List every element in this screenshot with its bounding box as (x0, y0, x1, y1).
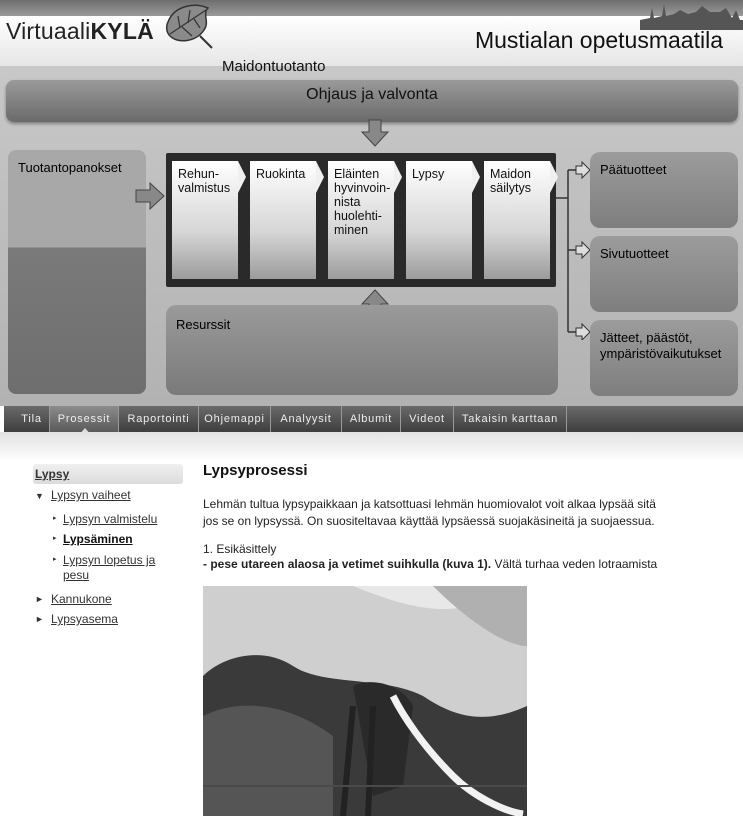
site-title: Mustialan opetusmaatila (474, 27, 723, 53)
output-waste-emissions[interactable]: Jätteet, päästöt, ympäristövaikutukset (590, 320, 738, 396)
nav-analyysit[interactable]: Analyysit (271, 406, 342, 432)
sidebar-item-lypsyn-valmistelu[interactable]: Lypsyn valmistelu (63, 512, 158, 526)
milking-photo (203, 586, 527, 816)
inputs-panel[interactable] (8, 150, 146, 394)
top-strip (0, 0, 743, 16)
output-by-products[interactable]: Sivutuotteet (590, 236, 738, 312)
step-lypsy[interactable]: Lypsy (406, 161, 472, 279)
control-panel[interactable] (6, 80, 738, 122)
nav-prosessit[interactable]: Prosessit (50, 406, 119, 432)
nav-raportointi[interactable]: Raportointi (119, 406, 199, 432)
nav-ohjemappi[interactable]: Ohjemappi (199, 406, 271, 432)
sidebar-heading[interactable]: Lypsy (33, 464, 183, 484)
sidebar-item-lypsyn-vaiheet[interactable]: Lypsyn vaiheet (51, 488, 131, 502)
nav-shadow (0, 432, 743, 462)
diagram-title: Maidontuotanto (222, 58, 326, 75)
page-title: Lypsyprosessi (203, 462, 308, 479)
step-heading: 1. Esikäsittely (203, 542, 277, 556)
down-arrow-icon (360, 118, 390, 148)
step-maidon-sailytys[interactable]: Maidon säilytys (484, 161, 550, 279)
bullet-icon: ▸ (53, 556, 57, 563)
nav-takaisin-karttaan[interactable]: Takaisin karttaan (454, 406, 567, 432)
collapsed-triangle-icon: ► (35, 594, 44, 604)
sidebar-item-lypsyasema[interactable]: Lypsyasema (51, 612, 118, 626)
right-arrow-icon (134, 182, 166, 210)
collapsed-triangle-icon: ► (35, 614, 44, 624)
inputs-label: Tuotantopanokset (18, 160, 122, 175)
nav-albumit[interactable]: Albumit (342, 406, 401, 432)
resources-label: Resurssit (176, 317, 231, 332)
sidebar-item-lypsaminen[interactable]: Lypsäminen (63, 532, 133, 546)
nav-videot[interactable]: Videot (401, 406, 454, 432)
bullet-icon: ▸ (53, 515, 57, 522)
step-ruokinta[interactable]: Ruokinta (250, 161, 316, 279)
sidebar-item-lypsyn-lopetus[interactable]: Lypsyn lopetus ja pesu (63, 553, 156, 582)
expanded-triangle-icon: ▼ (35, 491, 44, 501)
output-connector (556, 160, 592, 340)
intro-text: Lehmän tultua lypsypaikkaan ja katsottuasi lehmän huomiovalot voit alkaa lypsää sitä jos se on lypsyssä. On suositeltavaa käyttää lypsäessä suojakäsineitä ja suojaessua. (203, 497, 656, 528)
output-main-products[interactable]: Päätuotteet (590, 152, 738, 228)
site-logo[interactable]: VirtuaaliKYLÄ (6, 18, 154, 44)
nav-tila[interactable]: Tila (14, 406, 50, 432)
bullet-icon: ▸ (53, 535, 57, 542)
resources-panel[interactable] (166, 305, 558, 395)
step-rehunvalmistus[interactable]: Rehun- valmistus (172, 161, 238, 279)
skyline-decoration (640, 0, 743, 30)
leaf-icon (160, 2, 215, 50)
sidebar-item-kannukone[interactable]: Kannukone (51, 592, 112, 606)
step-hyvinvointi[interactable]: Eläinten hyvinvoin- nista huolehti- minen (328, 161, 394, 279)
step-instruction: - pese utareen alaosa ja vetimet suihkulla (kuva 1). Vältä turhaa veden lotraamista (203, 557, 658, 571)
control-label: Ohjaus ja valvonta (306, 86, 438, 103)
